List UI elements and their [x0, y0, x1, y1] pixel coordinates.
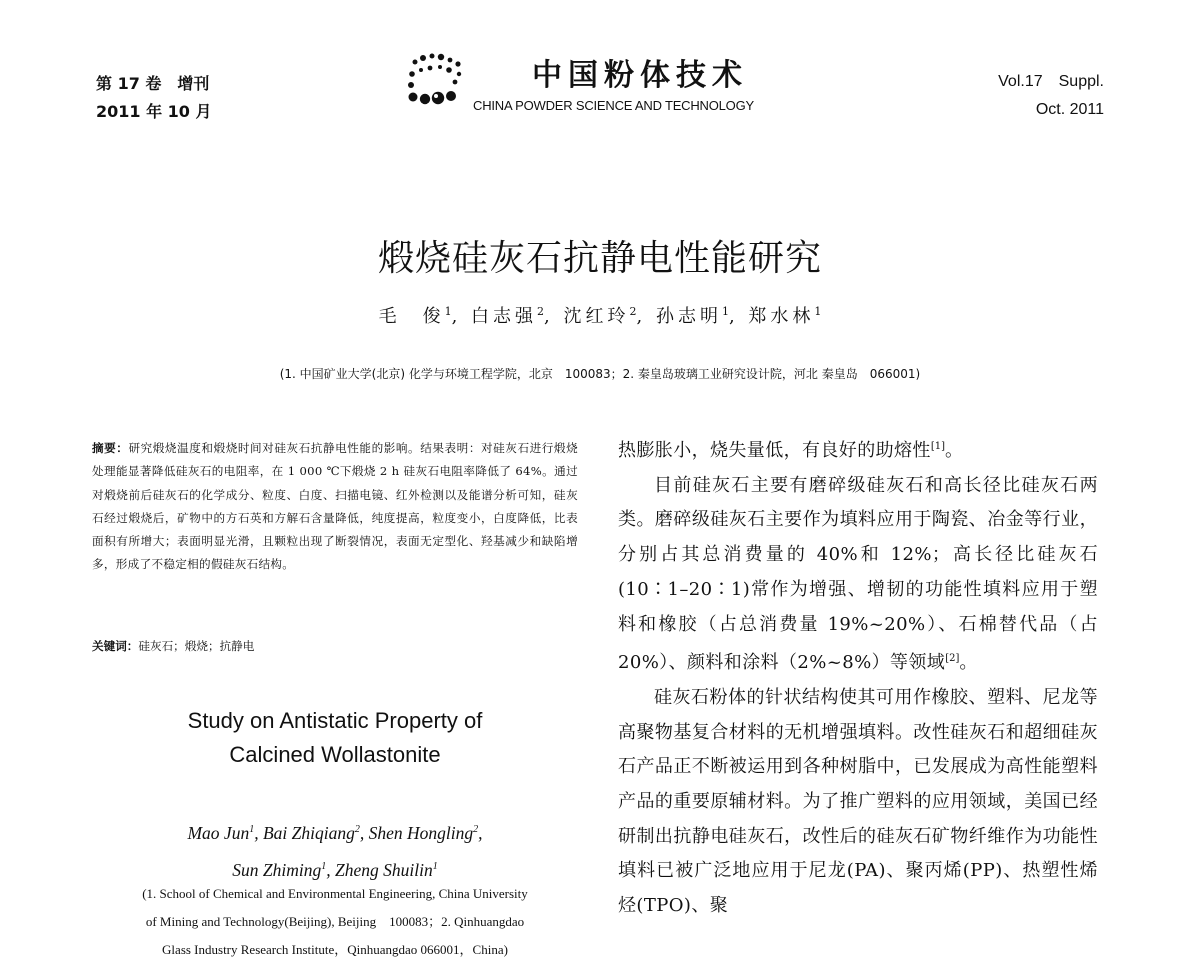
- author-sup: 1: [444, 305, 452, 318]
- author-sup: 1: [432, 860, 438, 872]
- author-name-en: Shen Hongling: [368, 822, 474, 843]
- en-affil-line: (1. School of Chemical and Environmental Engineering, China University: [142, 886, 528, 901]
- author-name-en: Mao Jun: [187, 822, 250, 843]
- author-name-en: Zheng Shuilin: [335, 859, 433, 880]
- volume-cn: 第 17 卷 增刊: [96, 74, 210, 93]
- en-affil-line: of Mining and Technology(Beijing), Beijing 100083；2. Qinhuangdao: [145, 914, 525, 929]
- author-sup: 1: [814, 305, 822, 318]
- paragraph-end: 。: [959, 652, 978, 674]
- body-paragraph: [618, 430, 1098, 469]
- en-title-line: Calcined Wollastonite: [229, 742, 441, 767]
- author-sup: 2: [354, 824, 360, 835]
- date-cn: 2011 年 10 月: [96, 102, 212, 121]
- author-sup: 2: [629, 305, 637, 318]
- affiliation-en: [90, 880, 580, 964]
- en-affil-line: Glass Industry Research Institute，Qinhuangdao 066001，China): [162, 942, 508, 957]
- keywords-label: 关键词：: [92, 639, 139, 653]
- affiliation-cn: (1. 中国矿业大学(北京) 化学与环境工程学院，北京 100083；2. 秦皇岛玻璃工业研究设计院，河北 秦皇岛 066001): [279, 367, 921, 381]
- citation-ref: [1]: [930, 441, 945, 452]
- date-en: Oct. 2011: [1035, 101, 1104, 118]
- journal-name-cn: 中国粉体技术: [532, 58, 748, 93]
- author-name: 孙志明: [655, 306, 722, 327]
- author-sup: 2: [473, 824, 479, 835]
- journal-volume-cn: [96, 70, 212, 126]
- author-name: 白志强: [471, 306, 538, 327]
- keywords-cn: [92, 638, 578, 654]
- body-paragraph: [618, 681, 1098, 924]
- en-title-line: Study on Antistatic Property of: [187, 708, 483, 733]
- paragraph-text: 热膨胀小，烧失量低，有良好的助熔性: [618, 440, 931, 461]
- paragraph-text: 目前硅灰石主要有磨碎级硅灰石和高长径比硅灰石两类。磨碎级硅灰石主要作为填料应用于陶瓷、冶金等行业，分别占其总消费量的 40%和 12%；高长径比硅灰石(10∶1–20∶1)常作为增强、增韧的功能性填料应用于塑料和橡胶（占总消费量 19%~20%）、石棉替代品（占 20%）、颜料和涂料（2%~8%）等领域: [618, 474, 1098, 674]
- abstract-text: 研究煅烧温度和煅烧时间对硅灰石抗静电性能的影响。结果表明：对硅灰石进行煅烧处理能显著降低硅灰石的电阻率，在 1 000 ℃下煅烧 2 h 硅灰石电阻率降低了 64%。通过对煅烧前后硅灰石的化学成分、粒度、白度、扫描电镜、红外检测以及能谱分析可知，硅灰石经过煅烧后，矿物中的方石英和方解石含量降低，纯度提高，粒度变小，白度降低，比表面积有所增大；表面明显光滑，且颗粒出现了断裂情况，表面无定型化、羟基减少和缺陷增多，形成了不稳定相的假硅灰石结构。: [92, 441, 578, 572]
- journal-volume-en: [998, 68, 1104, 124]
- powder-dots-logo-icon: [407, 52, 469, 108]
- author-name-en: Sun Zhiming: [232, 859, 322, 880]
- body-text-column: [618, 430, 1098, 924]
- paragraph-end: 。: [944, 440, 964, 461]
- citation-ref: [2]: [945, 653, 960, 665]
- author-sup: 1: [321, 860, 327, 872]
- paper-title: 煅烧硅灰石抗静电性能研究: [377, 238, 822, 279]
- abstract-cn: [92, 437, 578, 577]
- journal-name-en: CHINA POWDER SCIENCE AND TECHNOLOGY: [473, 98, 754, 113]
- author-name: 沈红玲: [563, 306, 630, 327]
- author-name: 郑水林: [748, 306, 815, 327]
- abstract-label: 摘要：: [92, 441, 129, 455]
- author-sup: 1: [249, 824, 255, 835]
- author-name: 毛 俊: [378, 306, 445, 327]
- author-list-cn: 毛 俊$^1$, 白志强$^2$, 沈红玲$^2$, 孙志明$^1$, 郑水林$^1$: [378, 305, 822, 327]
- body-paragraph: [618, 469, 1098, 681]
- volume-en: Vol.17 Suppl.: [998, 73, 1104, 90]
- paper-title-en: [90, 704, 580, 772]
- keywords-text: 硅灰石；煅烧；抗静电: [138, 639, 255, 653]
- author-sup: 2: [537, 305, 545, 318]
- author-sup: 1: [721, 305, 729, 318]
- paragraph-text: 硅灰石粉体的针状结构使其可用作橡胶、塑料、尼龙等高聚物基复合材料的无机增强填料。改性硅灰石和超细硅灰石产品正不断被运用到各种树脂中，已发展成为高性能塑料产品的重要原辅材料。为了推广塑料的应用领域，美国已经研制出抗静电硅灰石，改性后的硅灰石矿物纤维作为功能性填料已被广泛地应用于尼龙(PA)、聚丙烯(PP)、热塑性烯烃(TPO)、聚: [618, 686, 1098, 917]
- author-list-en: Mao Jun$^1$, Bai Zhiqiang$^2$, Shen Hongling$^2$, Sun Zhiming$^1$, Zheng Shuilin$^1$: [187, 822, 483, 880]
- author-name-en: Bai Zhiqiang: [262, 822, 355, 843]
